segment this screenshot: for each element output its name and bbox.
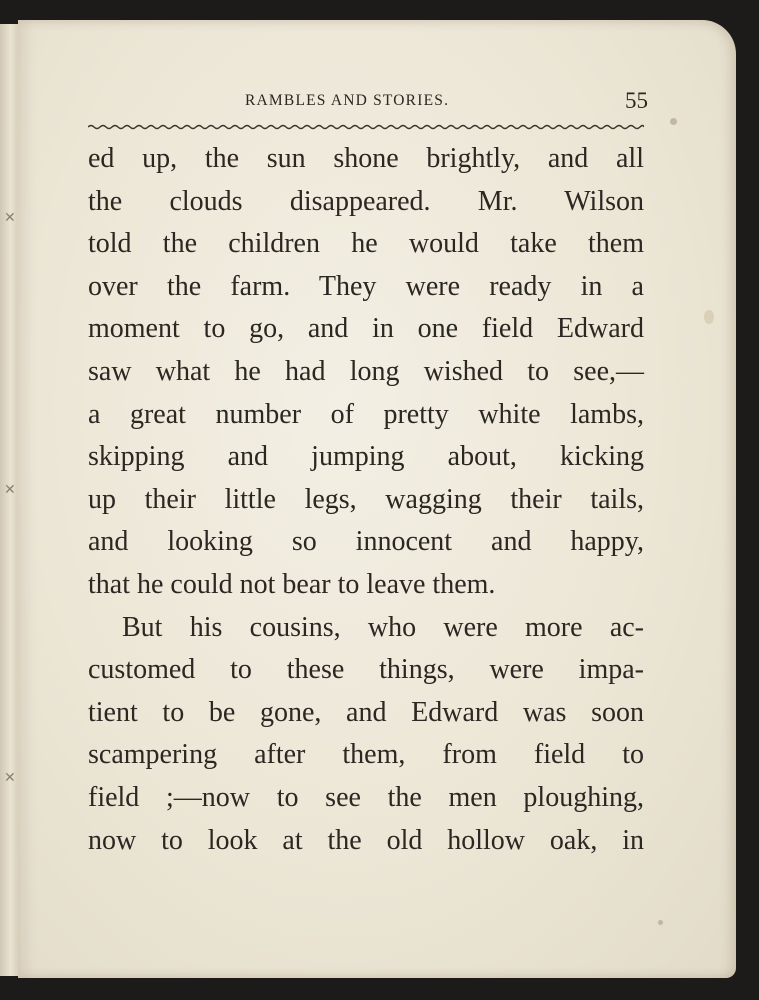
facing-page-edge bbox=[0, 24, 19, 976]
text-line: and looking so innocent and happy, bbox=[88, 526, 644, 558]
text-line: now to look at the old hollow oak, in bbox=[88, 824, 644, 856]
text-line: But his cousins, who were more ac- bbox=[122, 611, 644, 643]
text-line: up their little legs, wagging their tails, bbox=[88, 483, 644, 515]
text-line: ed up, the sun shone brightly, and all bbox=[88, 143, 644, 174]
text-line: over the farm. They were ready in a bbox=[88, 270, 644, 302]
text-line: the clouds disappeared. Mr. Wilson bbox=[88, 185, 644, 217]
running-head: RAMBLES AND STORIES. bbox=[245, 92, 450, 109]
page-body-text bbox=[88, 138, 644, 862]
binding-stitch-mark: ✕ bbox=[4, 770, 16, 786]
book-page bbox=[18, 20, 736, 978]
text-line: a great number of pretty white lambs, bbox=[88, 398, 644, 430]
text-line: told the children he would take them bbox=[88, 228, 644, 260]
paper-speck bbox=[658, 920, 663, 925]
text-line: tient to be gone, and Edward was soon bbox=[88, 696, 644, 728]
binding-stitch-mark: ✕ bbox=[4, 482, 16, 498]
text-line: customed to these things, were impa- bbox=[88, 654, 644, 686]
text-line: that he could not bear to leave them. bbox=[88, 568, 496, 600]
page-header bbox=[90, 88, 648, 122]
text-line: scampering after them, from field to bbox=[88, 739, 644, 771]
text-line: skipping and jumping about, kicking bbox=[88, 441, 644, 473]
binding-stitch-mark: ✕ bbox=[4, 210, 16, 226]
header-wavy-rule bbox=[88, 124, 644, 130]
page-number: 55 bbox=[625, 88, 648, 113]
paper-speck bbox=[670, 118, 677, 125]
paper-stain bbox=[704, 310, 714, 324]
text-line: saw what he had long wished to see,— bbox=[88, 355, 644, 387]
text-line: moment to go, and in one field Edward bbox=[88, 313, 644, 345]
text-line: field ;—now to see the men ploughing, bbox=[88, 781, 644, 813]
